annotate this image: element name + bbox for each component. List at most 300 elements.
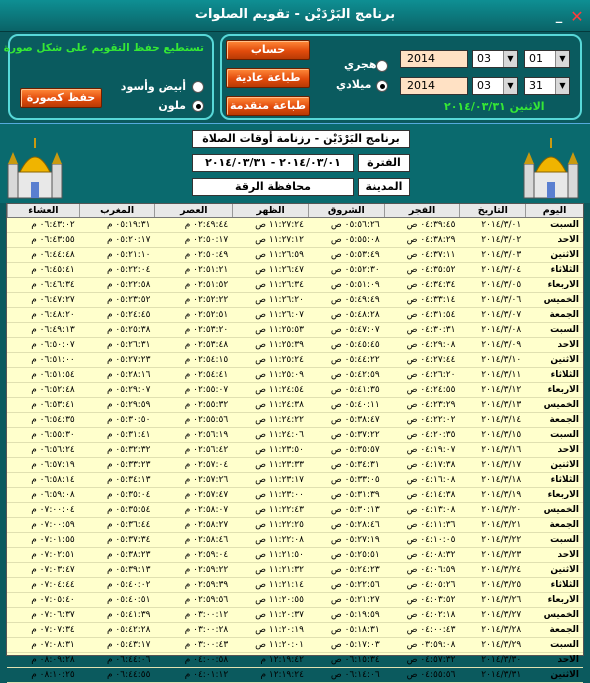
table-row bbox=[7, 278, 583, 293]
table-cell: ٠٧:٠١:٥٥ م bbox=[31, 535, 75, 545]
table-cell: ٠٥:٥٢:٣٠ ص bbox=[330, 265, 380, 275]
period-value: ٢٠١٤/٠٣/٠١ - ٢٠١٤/٠٣/٣١ bbox=[192, 154, 354, 172]
table-cell: ٠٤:٥٥:٥٦ ص bbox=[406, 670, 456, 680]
column-header: العشاء bbox=[7, 204, 79, 217]
table-cell: ٠٢:٤٩:٤٤ م bbox=[184, 220, 229, 230]
table-cell: الاحد bbox=[557, 655, 579, 665]
table-row bbox=[7, 623, 583, 638]
table-cell: ٠٦:٤٣:٠٢ م bbox=[31, 220, 75, 230]
table-cell: ٢٠١٤/٣/٠٩ bbox=[481, 340, 522, 350]
table-row bbox=[7, 608, 583, 623]
table-row bbox=[7, 593, 583, 608]
table-cell: ٠٥:٥٦:٢٦ ص bbox=[330, 220, 380, 230]
table-cell: ٢٠١٤/٣/٢٦ bbox=[481, 595, 522, 605]
table-cell: ٢٠١٤/٣/١٥ bbox=[481, 430, 522, 440]
table-cell: ١١:٢٠:٥٥ ص bbox=[255, 595, 304, 605]
table-cell: ٠٥:٣٧:٢٢ ص bbox=[330, 430, 380, 440]
table-cell: ٠٤:١٧:٣٨ ص bbox=[406, 460, 456, 470]
table-cell: الاثنين bbox=[550, 355, 579, 365]
table-cell: ٠٥:١٩:٣١ م bbox=[106, 220, 151, 230]
table-cell: ٢٠١٤/٣/١٤ bbox=[481, 415, 522, 425]
table-cell: ٠٦:٤٧:٢٧ م bbox=[31, 295, 75, 305]
table-cell: ٠٤:١١:٣٦ ص bbox=[406, 520, 456, 530]
table-cell: ٢٠١٤/٣/٠٤ bbox=[481, 265, 522, 275]
table-cell: الخميس bbox=[543, 295, 579, 305]
hijri-radio[interactable] bbox=[376, 60, 388, 72]
table-cell: ٠٢:٥٢:٥١ م bbox=[184, 310, 229, 320]
table-cell: الاربعاء bbox=[547, 490, 579, 500]
table-cell: ٠٤:٢٦:٢٠ ص bbox=[406, 370, 456, 380]
gregorian-radio[interactable] bbox=[376, 80, 388, 92]
table-cell: ٠٢:٥٠:١٧ م bbox=[184, 235, 229, 245]
gregorian-label: ميلادي bbox=[336, 78, 372, 91]
table-cell: ٢٠١٤/٣/٢٤ bbox=[481, 565, 522, 575]
table-row bbox=[7, 308, 583, 323]
table-cell: ٠٢:٥١:٢١ م bbox=[184, 265, 229, 275]
table-cell: ٠٥:٣٠:١٣ ص bbox=[330, 505, 380, 515]
table-cell: ١١:٢١:٥٠ ص bbox=[255, 550, 304, 560]
table-cell: ٠٢:٥٩:٢٢ م bbox=[184, 565, 229, 575]
table-cell: ٢٠١٤/٣/١٦ bbox=[481, 445, 522, 455]
table-cell: ٠٦:٤٦:٣٤ م bbox=[31, 280, 75, 290]
bw-radio[interactable] bbox=[192, 81, 204, 93]
table-cell: ٢٠١٤/٣/٢٣ bbox=[481, 550, 522, 560]
table-cell: ٢٠١٤/٣/٢٥ bbox=[481, 580, 522, 590]
table-cell: الجمعة bbox=[549, 310, 579, 320]
table-cell: ٠٦:٥١:٠٠ م bbox=[31, 355, 75, 365]
table-cell: ٢٠١٤/٣/٢٢ bbox=[481, 535, 522, 545]
table-cell: ٢٠١٤/٣/١٣ bbox=[481, 400, 522, 410]
table-cell: ٠٥:٢٢:٥٨ م bbox=[106, 280, 151, 290]
table-cell: ٠٤:٣٧:١١ ص bbox=[406, 250, 456, 260]
table-cell: ٠٦:٤٤:٤٨ م bbox=[31, 250, 75, 260]
table-cell: الخميس bbox=[543, 505, 579, 515]
table-cell: الثلاثاء bbox=[550, 265, 579, 275]
table-cell: ٠٤:٣٤:٣٤ ص bbox=[406, 280, 456, 290]
table-cell: ٠٧:٠٨:٣١ م bbox=[31, 640, 75, 650]
title-bar bbox=[0, 0, 590, 32]
table-body bbox=[7, 218, 583, 683]
table-cell: ٢٠١٤/٣/٠١ bbox=[481, 220, 522, 230]
table-cell: الاثنين bbox=[550, 250, 579, 260]
mosque-icon bbox=[6, 130, 64, 198]
table-cell: ٠٥:٤٠:٠٢ م bbox=[106, 580, 151, 590]
table-cell: ١١:٢٣:١٧ ص bbox=[255, 475, 304, 485]
table-cell: ٠٥:٣٩:١٣ م bbox=[106, 565, 151, 575]
table-row bbox=[7, 563, 583, 578]
table-cell: ٠٥:٢٤:٤٥ م bbox=[106, 310, 151, 320]
table-cell: ٠٥:٤٠:١١ ص bbox=[330, 400, 380, 410]
table-cell: ٠٥:٤٤:٢٢ ص bbox=[330, 355, 380, 365]
window-title: برنامج البَرْدَيْن - تقويم الصلوات bbox=[194, 7, 396, 22]
table-cell: الخميس bbox=[543, 400, 579, 410]
column-header: التاريخ bbox=[459, 204, 525, 217]
table-cell: ٢٠١٤/٣/٠٥ bbox=[481, 280, 522, 290]
table-cell: الثلاثاء bbox=[550, 475, 579, 485]
table-cell: ١١:٢١:٣٢ ص bbox=[255, 565, 304, 575]
table-cell: ٠٦:٤٩:١٣ م bbox=[31, 325, 75, 335]
table-cell: ١١:٢٦:٥٩ ص bbox=[255, 250, 304, 260]
chevron-down-icon[interactable]: ▼ bbox=[555, 51, 569, 67]
column-header: الظهر bbox=[232, 204, 308, 217]
table-cell: ٠٤:٠٠:٤٣ ص bbox=[406, 625, 456, 635]
table-row bbox=[7, 443, 583, 458]
table-cell: ٠٥:٤٧:٠٧ ص bbox=[330, 325, 380, 335]
table-cell: ١١:٢٢:٠٨ ص bbox=[255, 535, 304, 545]
table-cell: ٠٤:٣٥:٥٢ ص bbox=[406, 265, 456, 275]
table-cell: ٠٤:٠٨:٣٢ ص bbox=[406, 550, 456, 560]
table-cell: ٠٢:٥٨:٠٧ م bbox=[184, 505, 229, 515]
table-cell: ٠٦:٥٩:٠٨ م bbox=[31, 490, 75, 500]
table-cell: ٠٥:٣٥:٠٤ م bbox=[106, 490, 151, 500]
table-cell: ١١:٢٢:٢٥ ص bbox=[255, 520, 304, 530]
table-cell: ٠٦:٤٣:٥٥ م bbox=[31, 235, 75, 245]
table-cell: ٠٦:٤٥:٤١ م bbox=[31, 265, 75, 275]
table-cell: الثلاثاء bbox=[550, 370, 579, 380]
table-cell: ٠٢:٥٨:٤٦ م bbox=[184, 535, 229, 545]
table-row bbox=[7, 428, 583, 443]
table-row bbox=[7, 353, 583, 368]
table-row bbox=[7, 338, 583, 353]
table-cell: ٠٦:٥٧:١٩ م bbox=[31, 460, 75, 470]
save-info-text: تستطيع حفظ التقويم على شكل صورة bbox=[3, 42, 204, 54]
table-cell: ٢٠١٤/٣/١٨ bbox=[481, 475, 522, 485]
table-cell: الاثنين bbox=[550, 670, 579, 680]
from-day-select[interactable] bbox=[524, 50, 570, 68]
table-cell: ٠٥:١٩:٥٩ ص bbox=[330, 610, 380, 620]
bw-label: أبيض وأسود bbox=[120, 80, 186, 93]
save-image-panel bbox=[3, 34, 214, 120]
table-cell: ١١:٢٥:٣٩ ص bbox=[255, 340, 304, 350]
table-cell: ٠٦:١٥:٣٤ ص bbox=[330, 655, 380, 665]
table-cell: ٠٣:٠٠:٢٨ م bbox=[184, 625, 229, 635]
table-cell: ٠٤:١٠:٠٥ ص bbox=[406, 535, 456, 545]
table-cell: ٠٤:٢٣:٢٩ ص bbox=[406, 400, 456, 410]
table-cell: ٠٤:٣٠:٣١ ص bbox=[406, 325, 456, 335]
table-cell: ٠٨:١٠:٢٥ م bbox=[31, 670, 75, 680]
table-cell: ٠٥:٤٣:١٧ م bbox=[106, 640, 151, 650]
table-cell: ١١:٢٤:٣٨ ص bbox=[255, 400, 304, 410]
table-cell: ٠٥:٢٢:٥٦ ص bbox=[330, 580, 380, 590]
table-cell: ٠٦:٥٢:٤٨ م bbox=[31, 385, 75, 395]
table-row bbox=[7, 248, 583, 263]
mosque-icon bbox=[522, 130, 580, 198]
from-year-field[interactable]: 2014 bbox=[400, 50, 468, 68]
table-cell: ٠٢:٥٣:٤٨ م bbox=[184, 340, 229, 350]
table-cell: ٠٧:٠٥:٤٠ م bbox=[31, 595, 75, 605]
table-cell: ١١:٢٣:٥٠ ص bbox=[255, 445, 304, 455]
table-cell: ٠٥:٤١:٣٩ م bbox=[106, 610, 151, 620]
table-cell: ٠٢:٥٠:٤٩ م bbox=[184, 250, 229, 260]
table-cell: ٠٥:٣٨:٤٧ ص bbox=[330, 415, 380, 425]
table-cell: ٠٥:٢٥:٣٨ م bbox=[106, 325, 151, 335]
table-row bbox=[7, 473, 583, 488]
table-cell: ٠٢:٥٥:٠٧ م bbox=[184, 385, 229, 395]
color-label: ملون bbox=[158, 99, 186, 112]
to-day-value: 31 bbox=[529, 79, 543, 92]
table-cell: ٠٦:٤٤:٠٦ م bbox=[106, 655, 151, 665]
table-cell: الجمعة bbox=[549, 625, 579, 635]
table-cell: ٠٦:٥٥:٣٠ م bbox=[31, 430, 75, 440]
table-row bbox=[7, 413, 583, 428]
hijri-label: هجري bbox=[344, 58, 377, 71]
table-cell: ١١:٢٥:٢٤ ص bbox=[255, 355, 304, 365]
table-cell: ٠٦:٥٦:٢٤ م bbox=[31, 445, 75, 455]
table-cell: الاحد bbox=[557, 235, 579, 245]
table-cell: الجمعة bbox=[549, 415, 579, 425]
table-row bbox=[7, 533, 583, 548]
table-cell: ٢٠١٤/٣/٣٠ bbox=[481, 655, 522, 665]
table-cell: ١١:٢٦:٢٠ ص bbox=[255, 295, 304, 305]
table-cell: ٠٧:٠٣:٤٧ م bbox=[31, 565, 75, 575]
chevron-down-icon[interactable]: ▼ bbox=[503, 51, 517, 67]
print-advanced-button[interactable]: طباعة متقدمة bbox=[226, 96, 310, 116]
table-cell: ٠٥:٢١:١٠ م bbox=[106, 250, 151, 260]
column-header: المغرب bbox=[79, 204, 155, 217]
table-cell: الاثنين bbox=[550, 460, 579, 470]
table-cell: ٠٢:٥٧:٢٦ م bbox=[184, 475, 229, 485]
table-cell: ٠٤:٣٣:١٤ ص bbox=[406, 295, 456, 305]
table-row bbox=[7, 638, 583, 653]
table-row bbox=[7, 233, 583, 248]
table-cell: ٠٢:٥٧:٤٧ م bbox=[184, 490, 229, 500]
table-cell: ٠٤:٣١:٥٤ ص bbox=[406, 310, 456, 320]
table-cell: الاحد bbox=[557, 340, 579, 350]
table-cell: الاحد bbox=[557, 550, 579, 560]
table-cell: ٠٧:٠٠:٥٩ م bbox=[31, 520, 75, 530]
calculate-button[interactable]: حساب bbox=[226, 40, 310, 60]
table-cell: ٠٥:٤٠:٥١ م bbox=[106, 595, 151, 605]
table-cell: ٠٢:٥٤:٤١ م bbox=[184, 370, 229, 380]
table-cell: ٠٥:٢٩:٠٧ م bbox=[106, 385, 151, 395]
table-cell: ٠٥:٣١:٣٩ ص bbox=[330, 490, 380, 500]
print-normal-button[interactable]: طباعة عادية bbox=[226, 68, 310, 88]
table-cell: الخميس bbox=[543, 610, 579, 620]
table-cell: ٠٥:٢١:٢٧ ص bbox=[330, 595, 380, 605]
table-row bbox=[7, 548, 583, 563]
table-cell: ٠٥:٤٩:٤٩ ص bbox=[330, 295, 380, 305]
table-cell: ٠٥:٣٥:٥٧ ص bbox=[330, 445, 380, 455]
current-date: الاثنين ٢٠١٤/٠٣/٣١ bbox=[444, 100, 545, 113]
save-image-button[interactable]: حفظ كصورة bbox=[20, 88, 102, 108]
table-cell: ٠٦:٥٠:٠٧ م bbox=[31, 340, 75, 350]
table-cell: ٠٣:٠٠:٤٣ م bbox=[184, 640, 229, 650]
table-header bbox=[7, 204, 583, 218]
table-cell: ٠٥:٤٨:٢٨ ص bbox=[330, 310, 380, 320]
table-cell: ٠٥:٣٣:٢٣ م bbox=[106, 460, 151, 470]
table-cell: ٠٨:٠٩:٢٨ م bbox=[31, 655, 75, 665]
table-row bbox=[7, 368, 583, 383]
column-header: الفجر bbox=[384, 204, 460, 217]
table-cell: ٠٦:٥٣:٤١ م bbox=[31, 400, 75, 410]
table-cell: ٠٦:٤٨:٢٠ م bbox=[31, 310, 75, 320]
table-cell: ٠٥:٢٧:١٩ ص bbox=[330, 535, 380, 545]
table-cell: ٢٠١٤/٣/٠٧ bbox=[481, 310, 522, 320]
table-cell: ٠٧:٠٤:٤٤ م bbox=[31, 580, 75, 590]
table-cell: ٠٢:٥٥:٣٢ م bbox=[184, 400, 229, 410]
table-cell: ٠٢:٥٨:٢٧ م bbox=[184, 520, 229, 530]
table-cell: ٠٥:٥١:٠٩ ص bbox=[330, 280, 380, 290]
table-cell: ١١:٢٥:٥٣ ص bbox=[255, 325, 304, 335]
table-cell: ٠٢:٥٧:٠٤ م bbox=[184, 460, 229, 470]
table-cell: ٠٥:١٨:٣١ ص bbox=[330, 625, 380, 635]
table-cell: ٠٧:٠٠:٠٤ م bbox=[31, 505, 75, 515]
table-cell: ١١:٢٧:١٢ ص bbox=[255, 235, 304, 245]
table-cell: السبت bbox=[550, 220, 579, 230]
table-cell: ٠٤:٠٦:٥٩ ص bbox=[406, 565, 456, 575]
from-month-value: 03 bbox=[477, 52, 491, 65]
table-cell: ٠٥:٢٩:٥٩ م bbox=[106, 400, 151, 410]
table-cell: ٠٧:٠٢:٥١ م bbox=[31, 550, 75, 560]
table-cell: ١١:٢٤:٢٢ ص bbox=[255, 415, 304, 425]
to-year-field[interactable]: 2014 bbox=[400, 77, 468, 95]
table-cell: السبت bbox=[550, 325, 579, 335]
table-cell: ٠٤:٠٢:١٨ ص bbox=[406, 610, 456, 620]
table-cell: الجمعة bbox=[549, 520, 579, 530]
table-cell: ١١:٢٧:٢٤ ص bbox=[255, 220, 304, 230]
table-cell: ٢٠١٤/٣/٢١ bbox=[481, 520, 522, 530]
table-row bbox=[7, 323, 583, 338]
from-month-select[interactable] bbox=[472, 50, 518, 68]
table-cell: ٠٣:٠٠:١٢ م bbox=[184, 610, 229, 620]
chevron-down-icon[interactable]: ▼ bbox=[555, 78, 569, 94]
table-cell: ٠٥:١٧:٠٣ ص bbox=[330, 640, 380, 650]
table-cell: ٠٥:٣٧:٣٤ م bbox=[106, 535, 151, 545]
table-cell: ٠٦:٥٨:١٤ م bbox=[31, 475, 75, 485]
table-cell: ٠٧:٠٦:٣٧ م bbox=[31, 610, 75, 620]
table-cell: ٠٤:٠١:١٢ م bbox=[184, 670, 229, 680]
table-cell: ٠٥:٢٧:٢٣ م bbox=[106, 355, 151, 365]
table-row bbox=[7, 218, 583, 233]
table-cell: ٠٦:٤٤:٥٥ م bbox=[106, 670, 151, 680]
table-cell: ٠٢:٥٩:٥٦ م bbox=[184, 595, 229, 605]
table-cell: ٠٢:٥٢:٢٢ م bbox=[184, 295, 229, 305]
table-row bbox=[7, 503, 583, 518]
program-title: برنامج البَرْدَيْن - رزنامة أوقات الصلاة bbox=[192, 130, 410, 148]
table-cell: ١١:٢٤:٥٤ ص bbox=[255, 385, 304, 395]
table-cell: ٠٥:٣١:٤١ م bbox=[106, 430, 151, 440]
table-row bbox=[7, 488, 583, 503]
to-day-select[interactable] bbox=[524, 77, 570, 95]
table-cell: ٠٥:٢٨:١٦ م bbox=[106, 370, 151, 380]
table-row bbox=[7, 263, 583, 278]
table-cell: ٠٧:٠٧:٣٤ م bbox=[31, 625, 75, 635]
table-cell: ٢٠١٤/٣/٢٩ bbox=[481, 640, 522, 650]
table-cell: الاربعاء bbox=[547, 385, 579, 395]
table-cell: ٠٥:٢٨:٤٦ ص bbox=[330, 520, 380, 530]
table-cell: ١١:٢٦:٠٧ ص bbox=[255, 310, 304, 320]
table-cell: السبت bbox=[550, 535, 579, 545]
table-cell: ٠٥:٣٥:٥٤ م bbox=[106, 505, 151, 515]
period-label: الفترة bbox=[358, 154, 410, 172]
table-cell: ١١:٢٠:١٩ ص bbox=[255, 625, 304, 635]
table-cell: ٠٥:٣٨:٢٣ م bbox=[106, 550, 151, 560]
table-cell: ٠٢:٥٤:١٥ م bbox=[184, 355, 229, 365]
table-cell: ٢٠١٤/٣/٠٦ bbox=[481, 295, 522, 305]
table-cell: ٢٠١٤/٣/٢٠ bbox=[481, 505, 522, 515]
table-cell: ١١:٢٠:٣٧ ص bbox=[255, 610, 304, 620]
table-cell: ١١:٢٦:٤٧ ص bbox=[255, 265, 304, 275]
table-row bbox=[7, 398, 583, 413]
column-header: الشروق bbox=[308, 204, 384, 217]
table-row bbox=[7, 653, 583, 668]
table-cell: ٠٤:١٦:٠٨ ص bbox=[406, 475, 456, 485]
table-row bbox=[7, 518, 583, 533]
table-cell: ٠٦:٥٤:٣٥ م bbox=[31, 415, 75, 425]
table-cell: ٢٠١٤/٣/٠٢ bbox=[481, 235, 522, 245]
table-cell: ٠٢:٥٩:٠٤ م bbox=[184, 550, 229, 560]
table-cell: ٠٤:٠٠:٥٨ م bbox=[184, 655, 229, 665]
table-cell: ٠٤:٢٩:٠٨ ص bbox=[406, 340, 456, 350]
table-cell: ٢٠١٤/٣/١٢ bbox=[481, 385, 522, 395]
chevron-down-icon[interactable]: ▼ bbox=[503, 78, 517, 94]
table-cell: ٢٠١٤/٣/١٠ bbox=[481, 355, 522, 365]
color-radio[interactable] bbox=[192, 100, 204, 112]
table-cell: ٠٥:٢٥:٥١ ص bbox=[330, 550, 380, 560]
table-cell: ١١:٢٠:٠١ ص bbox=[255, 640, 304, 650]
table-cell: ٢٠١٤/٣/٢٨ bbox=[481, 625, 522, 635]
table-cell: ٠٥:٢٤:٢٣ ص bbox=[330, 565, 380, 575]
table-cell: السبت bbox=[550, 640, 579, 650]
table-cell: ٠٥:٣٢:٣٢ م bbox=[106, 445, 151, 455]
table-cell: ٠٢:٥٦:١٩ م bbox=[184, 430, 229, 440]
table-cell: ٠٤:١٩:٠٧ ص bbox=[406, 445, 456, 455]
date-range-panel bbox=[220, 34, 582, 120]
table-cell: ٠٤:٠٣:٥٢ ص bbox=[406, 595, 456, 605]
table-cell: ٢٠١٤/٣/٢٧ bbox=[481, 610, 522, 620]
table-cell: ٠٦:١٤:٠٦ ص bbox=[330, 670, 380, 680]
table-row bbox=[7, 383, 583, 398]
table-cell: الاحد bbox=[557, 445, 579, 455]
close-button[interactable]: ✕ bbox=[570, 7, 584, 26]
table-cell: ٢٠١٤/٣/٠٨ bbox=[481, 325, 522, 335]
table-row bbox=[7, 578, 583, 593]
table-cell: ٠٥:٣٤:١٣ م bbox=[106, 475, 151, 485]
table-cell: ٠٤:١٣:٠٨ ص bbox=[406, 505, 456, 515]
table-cell: السبت bbox=[550, 430, 579, 440]
table-row bbox=[7, 458, 583, 473]
to-month-select[interactable] bbox=[472, 77, 518, 95]
from-day-value: 01 bbox=[529, 52, 543, 65]
minimize-button[interactable]: _ bbox=[555, 9, 563, 24]
table-cell: ٠٢:٥٥:٥٦ م bbox=[184, 415, 229, 425]
column-header: اليوم bbox=[525, 204, 583, 217]
table-cell: ٠٤:١٤:٣٨ ص bbox=[406, 490, 456, 500]
table-cell: ٠٥:٢٢:٠٤ م bbox=[106, 265, 151, 275]
table-cell: ١٢:١٩:٢٤ م bbox=[260, 670, 304, 680]
table-cell: ١١:٢٣:٣٣ ص bbox=[255, 460, 304, 470]
table-cell: ٠٥:٤٢:٢٨ م bbox=[106, 625, 151, 635]
table-cell: ٠٤:٣٩:٤٥ ص bbox=[406, 220, 456, 230]
prayer-times-table[interactable] bbox=[6, 203, 584, 680]
table-cell: ٠٣:٥٩:٠٨ ص bbox=[406, 640, 456, 650]
table-cell: ١١:٢٢:٤٣ ص bbox=[255, 505, 304, 515]
table-cell: ٢٠١٤/٣/١١ bbox=[481, 370, 522, 380]
table-cell: ٠٥:٣٦:٤٤ م bbox=[106, 520, 151, 530]
table-cell: ١٢:١٩:٤٢ م bbox=[260, 655, 304, 665]
table-cell: ٠٥:٤١:٣٥ ص bbox=[330, 385, 380, 395]
table-cell: ٢٠١٤/٣/١٧ bbox=[481, 460, 522, 470]
table-cell: ٠٥:٢٣:٥٢ م bbox=[106, 295, 151, 305]
table-row bbox=[7, 668, 583, 683]
table-cell: ٠٥:٤٥:٤٥ ص bbox=[330, 340, 380, 350]
table-cell: ٠٤:٠٥:٢٦ ص bbox=[406, 580, 456, 590]
table-cell: ١١:٢٦:٣٤ ص bbox=[255, 280, 304, 290]
table-cell: ٠٤:٢٤:٥٥ ص bbox=[406, 385, 456, 395]
city-label: المدينة bbox=[358, 178, 410, 196]
table-cell: ١١:٢٣:٠٠ ص bbox=[255, 490, 304, 500]
table-row bbox=[7, 293, 583, 308]
